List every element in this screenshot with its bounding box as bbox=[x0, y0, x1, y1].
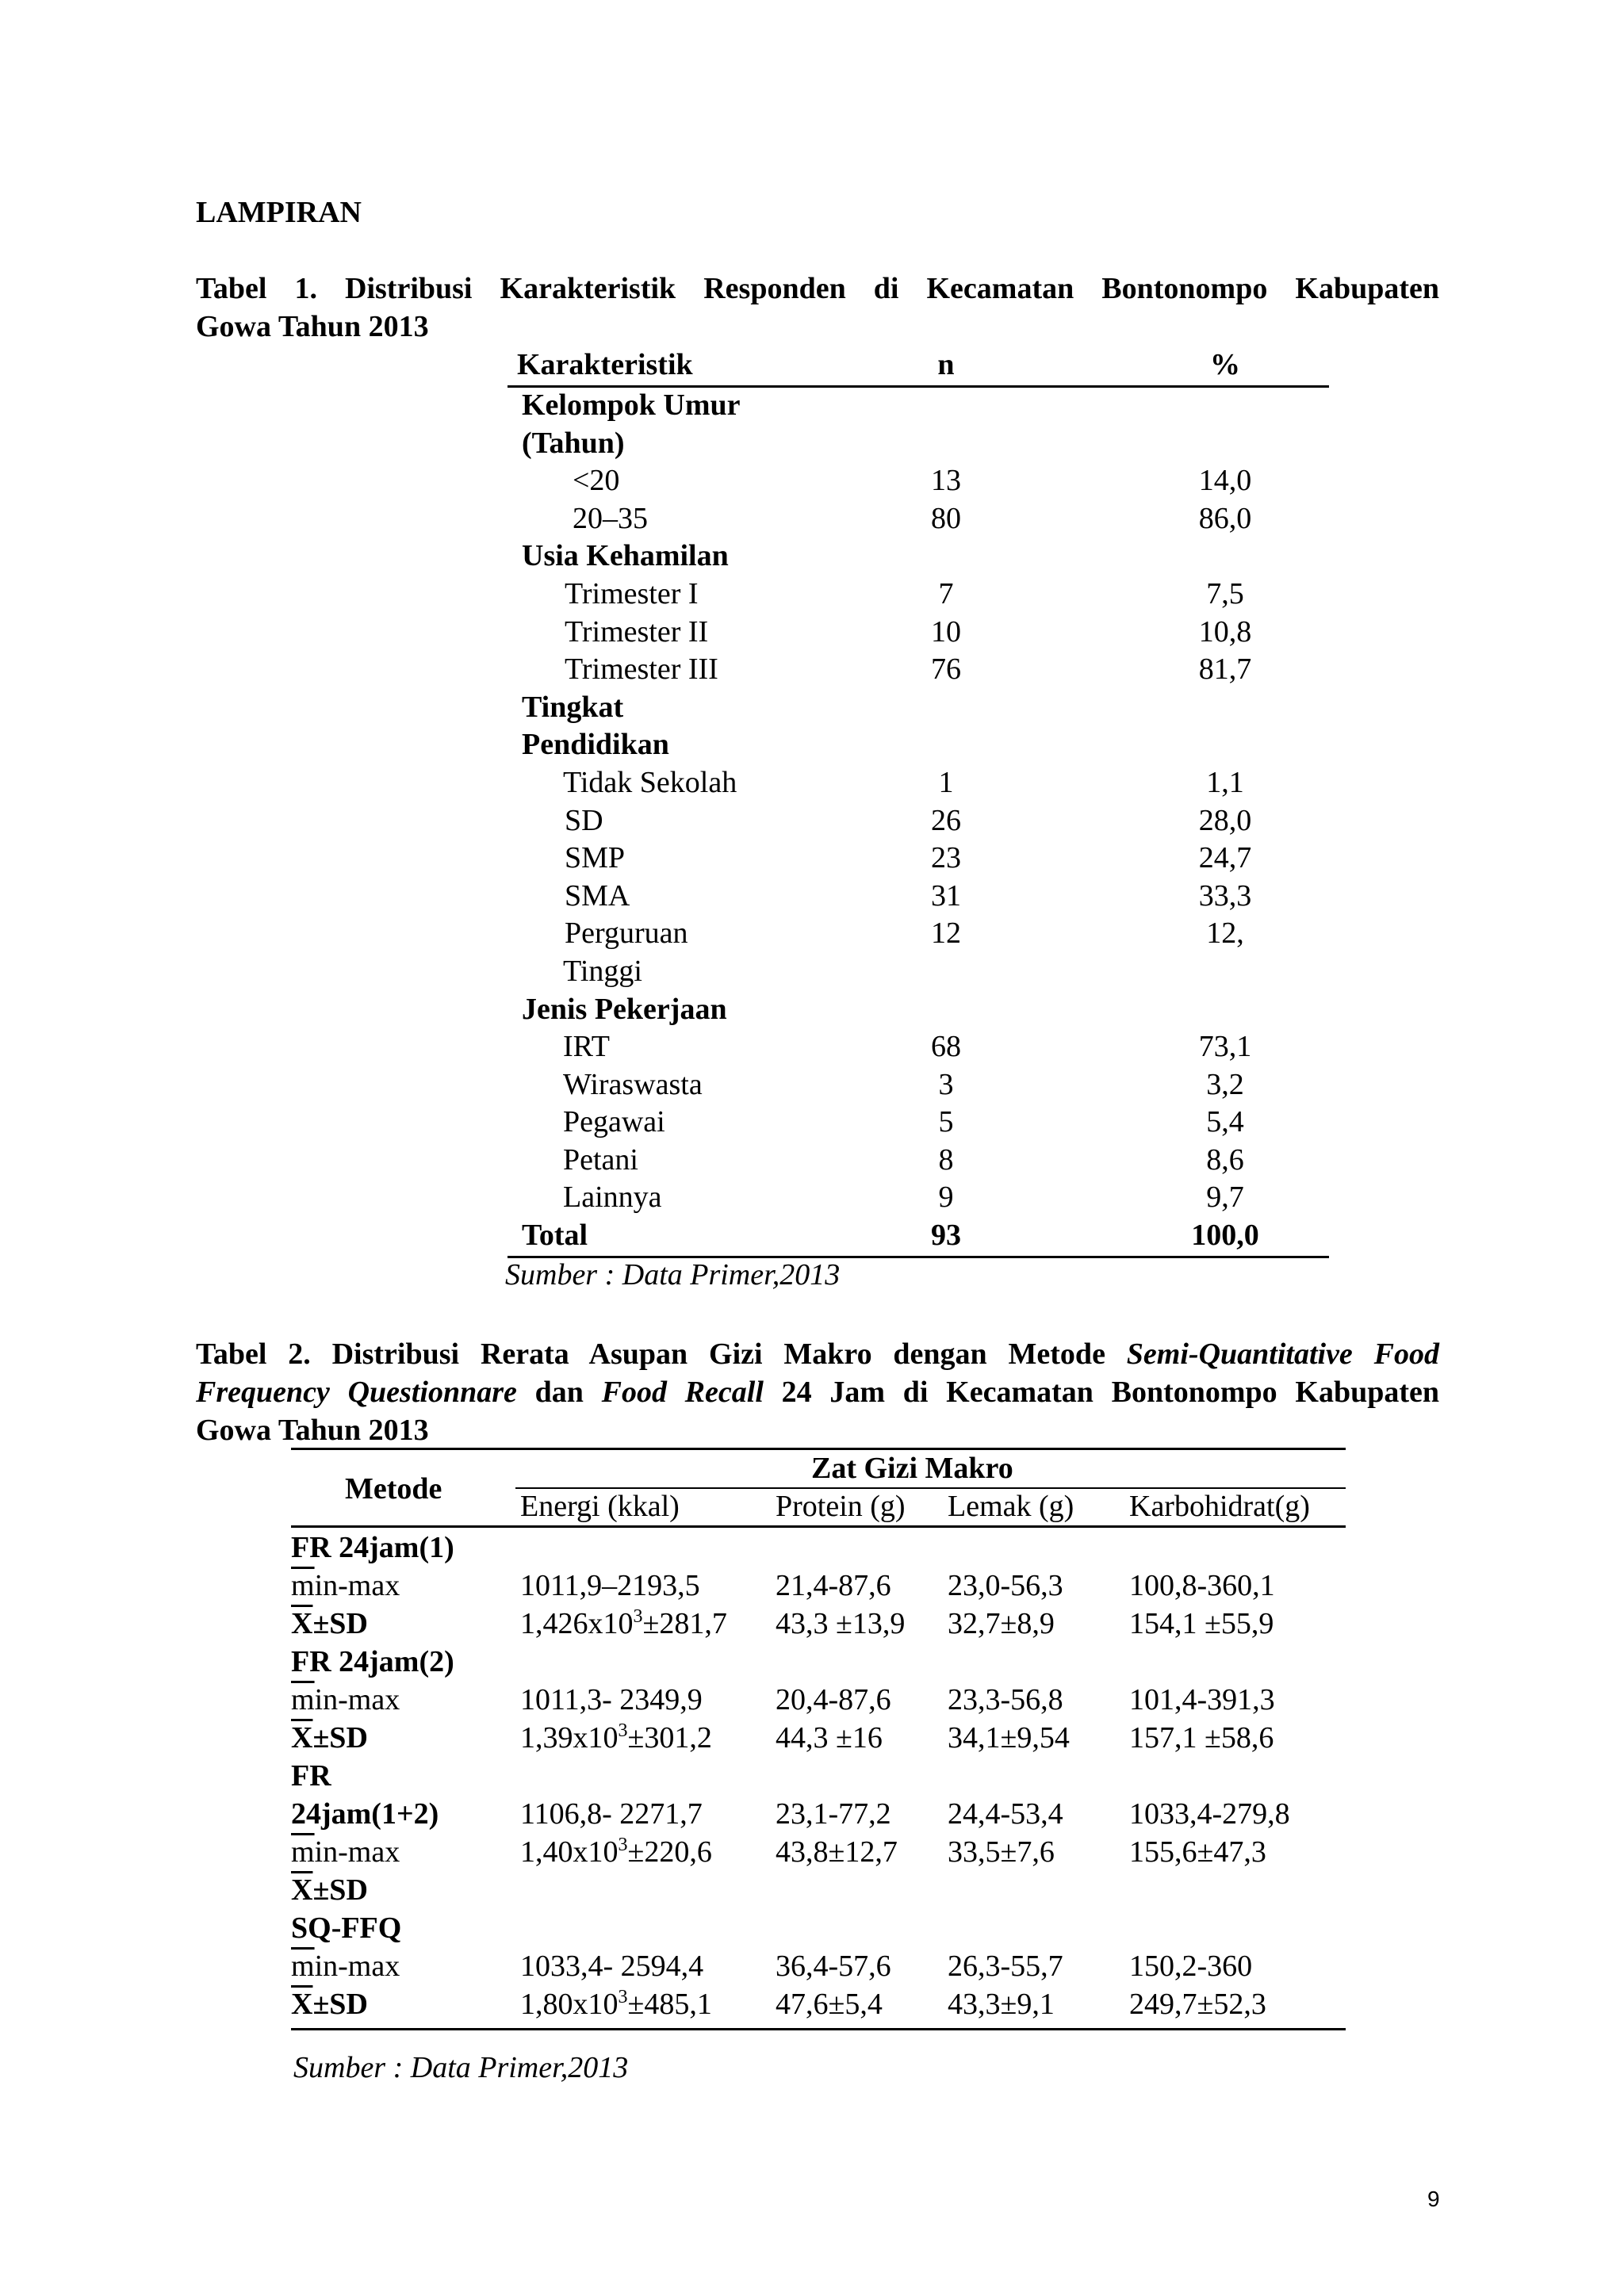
table1-row bbox=[508, 614, 1329, 652]
table1-cell-n: 3 bbox=[938, 1067, 954, 1101]
table1-cell-n: 93 bbox=[931, 1219, 961, 1253]
table2-label-xsd-rest: ±SD bbox=[312, 1988, 368, 2021]
table2-label-minmax-rest: in-max bbox=[314, 1683, 400, 1716]
table2-label-xsd-x: $\overline{X}$ bbox=[291, 1607, 313, 1640]
table1-cell-n: 5 bbox=[938, 1105, 954, 1139]
table1-row bbox=[508, 576, 1329, 614]
table1-cell-label: Petani bbox=[563, 1142, 638, 1177]
table1-cell-label: Usia Kehamilan bbox=[522, 539, 729, 573]
table1-cell-label: Perguruan bbox=[565, 916, 688, 951]
table1-cell-pct: 24,7 bbox=[1198, 841, 1252, 875]
table1-cell-label: Total bbox=[522, 1219, 588, 1253]
table2-cell-energi-base: 1,80x10 bbox=[520, 1988, 619, 2021]
table1-caption bbox=[196, 270, 1439, 346]
table1-row bbox=[508, 1142, 1329, 1181]
table1-row bbox=[508, 652, 1329, 690]
table2-label-xsd-rest: ±SD bbox=[312, 1607, 368, 1640]
table1-cell-label: SMP bbox=[565, 841, 626, 875]
table2-cell-xsd-protein: 43,3 ±13,9 bbox=[776, 1607, 906, 1640]
table1-cell-pct: 10,8 bbox=[1198, 614, 1252, 649]
table2-cell-energi-sd: ±281,7 bbox=[642, 1607, 727, 1640]
table2-label-xsd-x: $\overline{X}$ bbox=[291, 1873, 313, 1907]
table2-cell-minmax: 1033,4- 2594,4 bbox=[520, 1950, 704, 1983]
table2-caption-line2-text-d: 24 Jam di Kecamatan Bontonompo Kabupaten bbox=[763, 1376, 1440, 1409]
table2-bottom-rule bbox=[291, 2028, 1346, 2030]
table2-cell-xsd-energi bbox=[520, 1987, 712, 2022]
table1-row bbox=[508, 992, 1329, 1030]
table1-header-pct: % bbox=[1210, 348, 1240, 381]
table1-row bbox=[508, 916, 1329, 954]
table1-cell-n: 1 bbox=[938, 765, 954, 799]
table2-caption-line1-text: Tabel 2. Distribusi Rerata Asupan Gizi Makro dengan Metode bbox=[196, 1337, 1127, 1371]
table1-cell-pct: 9,7 bbox=[1206, 1181, 1244, 1215]
table2-cell-minmax: 100,8-360,1 bbox=[1129, 1569, 1275, 1602]
table1-caption-line1: Tabel 1. Distribusi Karakteristik Responden di Kecamatan Bontonompo Kabupaten bbox=[196, 272, 1439, 305]
table2-label-fr2: FR 24jam(2) bbox=[291, 1645, 454, 1678]
table1-cell-n: 9 bbox=[938, 1181, 954, 1215]
table1-cell-label: Pegawai bbox=[563, 1105, 665, 1139]
table2-cell-xsd-karbo: 154,1 ±55,9 bbox=[1129, 1607, 1274, 1640]
table1-cell-n: 68 bbox=[931, 1030, 961, 1064]
table1-cell-pct: 86,0 bbox=[1198, 501, 1252, 535]
table1-cell-label: Tidak Sekolah bbox=[563, 765, 737, 799]
table1-row bbox=[508, 727, 1329, 765]
table2-label-minmax-rest: in-max bbox=[314, 1835, 400, 1869]
table2-header-group: Zat Gizi Makro bbox=[811, 1452, 1013, 1485]
table1-cell-pct: 100,0 bbox=[1191, 1219, 1259, 1253]
table1-cell-n: 80 bbox=[931, 501, 961, 535]
table2-cell-minmax: 1011,3- 2349,9 bbox=[520, 1683, 703, 1716]
table2-cell-minmax: 150,2-360 bbox=[1129, 1950, 1253, 1983]
table2-cell-xsd-protein: 43,8±12,7 bbox=[776, 1835, 898, 1869]
table2-cell-energi-exp: 3 bbox=[633, 1606, 643, 1627]
table2-cell-xsd-karbo: 155,6±47,3 bbox=[1129, 1835, 1266, 1869]
table2-label-minmax-m: $\overline{m}$ bbox=[291, 1950, 315, 1983]
table1-row bbox=[508, 1067, 1329, 1105]
table1-row bbox=[508, 538, 1329, 576]
table1-cell-n: 10 bbox=[931, 614, 961, 649]
table2-caption-line3: Gowa Tahun 2013 bbox=[196, 1414, 429, 1447]
table2-top-rule bbox=[291, 1448, 1346, 1450]
page-heading: LAMPIRAN bbox=[196, 196, 362, 229]
table2-cell-xsd-protein: 44,3 ±16 bbox=[776, 1721, 883, 1755]
table2-label-minmax-rest: in-max bbox=[314, 1950, 400, 1983]
table1-cell-label: <20 bbox=[573, 464, 620, 498]
table1-cell-pct: 1,1 bbox=[1206, 765, 1244, 799]
table1-cell-label: Tinggi bbox=[563, 954, 642, 988]
table2-cell-minmax: 1106,8- 2271,7 bbox=[520, 1797, 703, 1831]
table2-col-lemak: Lemak (g) bbox=[948, 1490, 1074, 1523]
table2-col-energi: Energi (kkal) bbox=[520, 1490, 680, 1523]
table2-cell-xsd-energi bbox=[520, 1606, 727, 1641]
table2-cell-minmax: 23,0-56,3 bbox=[948, 1569, 1063, 1602]
table1-source: Sumber : Data Primer,2013 bbox=[505, 1258, 841, 1292]
table2-label-xsd-rest: ±SD bbox=[312, 1721, 368, 1755]
table1-body bbox=[508, 388, 1329, 1258]
table1-cell-label: SD bbox=[565, 803, 603, 837]
table2-caption-line1-italic: Semi-Quantitative Food bbox=[1126, 1337, 1439, 1371]
table2-label-sqffq: SQ-FFQ bbox=[291, 1911, 402, 1945]
table2-cell-xsd-lemak: 43,3±9,1 bbox=[948, 1988, 1055, 2021]
table1-cell-n: 8 bbox=[938, 1142, 954, 1177]
table1-row bbox=[508, 463, 1329, 501]
table1-row bbox=[508, 803, 1329, 841]
table1-row bbox=[508, 1029, 1329, 1067]
table2-label-minmax bbox=[291, 1949, 400, 1984]
table1-cell-pct: 33,3 bbox=[1198, 878, 1252, 913]
table2-label-minmax-m: $\overline{m}$ bbox=[291, 1683, 315, 1716]
table1-cell-label: SMA bbox=[565, 878, 630, 913]
table1-cell-label: Pendidikan bbox=[522, 728, 669, 762]
table1-cell-pct: 81,7 bbox=[1198, 652, 1252, 687]
table2-label-minmax-rest: in-max bbox=[314, 1569, 400, 1602]
table2-caption-line2-text-b: dan bbox=[516, 1376, 602, 1409]
table2-cell-xsd-lemak: 33,5±7,6 bbox=[948, 1835, 1055, 1869]
table2-cell-xsd-energi bbox=[520, 1835, 712, 1869]
table1-cell-label: Trimester II bbox=[565, 614, 709, 649]
table1-row bbox=[508, 878, 1329, 916]
table2-caption-line2-italic-c: Food Recall bbox=[601, 1376, 764, 1409]
table2-cell-minmax: 20,4-87,6 bbox=[776, 1683, 891, 1716]
table1-row bbox=[508, 1180, 1329, 1218]
table2-cell-xsd-lemak: 32,7±8,9 bbox=[948, 1607, 1055, 1640]
table2-label-fr12-b: 24jam(1+2) bbox=[291, 1797, 439, 1831]
table2-col-protein: Protein (g) bbox=[776, 1490, 906, 1523]
table2-label-xsd-x: $\overline{X}$ bbox=[291, 1988, 313, 2021]
table1-cell-n: 12 bbox=[931, 916, 961, 951]
table1-caption-line2: Gowa Tahun 2013 bbox=[196, 310, 429, 343]
table2-cell-energi-base: 1,40x10 bbox=[520, 1835, 619, 1869]
table1-cell-pct: 12, bbox=[1206, 916, 1244, 951]
table2-header-rule bbox=[291, 1525, 1346, 1528]
table2-cell-energi-exp: 3 bbox=[618, 1720, 628, 1741]
table1-cell-label: IRT bbox=[563, 1030, 610, 1064]
table1-cell-n: 7 bbox=[938, 576, 954, 610]
table1-cell-pct: 8,6 bbox=[1206, 1142, 1244, 1177]
table1-row bbox=[508, 501, 1329, 539]
table2-label-minmax bbox=[291, 1835, 400, 1869]
table2-cell-minmax: 1011,9–2193,5 bbox=[520, 1569, 700, 1602]
table2-cell-xsd-energi bbox=[520, 1720, 712, 1755]
table2-cell-xsd-karbo: 157,1 ±58,6 bbox=[1129, 1721, 1274, 1755]
table1-cell-label: Kelompok Umur bbox=[522, 388, 741, 422]
table1-cell-pct: 5,4 bbox=[1206, 1105, 1244, 1139]
table2-cell-xsd-lemak: 34,1±9,54 bbox=[948, 1721, 1070, 1755]
table1-row bbox=[508, 1104, 1329, 1142]
table2 bbox=[291, 1448, 1346, 2034]
table2-label-minmax bbox=[291, 1568, 400, 1603]
table2-cell-energi-exp: 3 bbox=[618, 1987, 628, 2007]
table1-cell-label: Jenis Pekerjaan bbox=[522, 992, 727, 1026]
table2-label-xsd-rest: ±SD bbox=[312, 1873, 368, 1907]
table1-header-karakteristik: Karakteristik bbox=[517, 348, 693, 381]
table2-cell-energi-base: 1,426x10 bbox=[520, 1607, 634, 1640]
table1-cell-n: 31 bbox=[931, 878, 961, 913]
table1-cell-pct: 28,0 bbox=[1198, 803, 1252, 837]
table2-caption bbox=[196, 1335, 1439, 1449]
table2-header-metode: Metode bbox=[345, 1472, 442, 1506]
table2-label-minmax-m: $\overline{m}$ bbox=[291, 1835, 315, 1869]
table1 bbox=[508, 347, 1329, 1258]
page-number: 9 bbox=[1427, 2187, 1440, 2211]
table1-cell-pct: 3,2 bbox=[1206, 1067, 1244, 1101]
table1-cell-label: Trimester I bbox=[565, 576, 699, 610]
table2-cell-minmax: 23,1-77,2 bbox=[776, 1797, 891, 1831]
table1-row bbox=[508, 954, 1329, 992]
table2-cell-minmax: 101,4-391,3 bbox=[1129, 1683, 1275, 1716]
table2-label-minmax-m: $\overline{m}$ bbox=[291, 1569, 315, 1602]
table1-cell-label: Lainnya bbox=[563, 1181, 662, 1215]
table2-label-xsd bbox=[291, 1606, 368, 1641]
table2-label-fr1: FR 24jam(1) bbox=[291, 1531, 454, 1564]
table2-cell-energi-sd: ±301,2 bbox=[627, 1721, 712, 1755]
table1-cell-label: 20–35 bbox=[573, 501, 648, 535]
table1-header-n: n bbox=[937, 348, 955, 381]
table2-caption-line1 bbox=[196, 1335, 1439, 1373]
table1-row bbox=[508, 840, 1329, 878]
table2-cell-energi-sd: ±485,1 bbox=[627, 1988, 712, 2021]
table1-cell-pct: 7,5 bbox=[1206, 576, 1244, 610]
table2-cell-energi-exp: 3 bbox=[618, 1835, 628, 1855]
table2-label-xsd-x: $\overline{X}$ bbox=[291, 1721, 313, 1755]
table2-cell-energi-base: 1,39x10 bbox=[520, 1721, 619, 1755]
table2-cell-minmax: 24,4-53,4 bbox=[948, 1797, 1063, 1831]
table1-cell-label: (Tahun) bbox=[522, 426, 625, 460]
table2-cell-xsd-protein: 47,6±5,4 bbox=[776, 1988, 883, 2021]
table2-caption-line2 bbox=[196, 1373, 1439, 1411]
table1-cell-n: 26 bbox=[931, 803, 961, 837]
table1-cell-pct: 14,0 bbox=[1198, 464, 1252, 498]
table2-cell-minmax: 36,4-57,6 bbox=[776, 1950, 891, 1983]
table1-cell-label: Wiraswasta bbox=[563, 1067, 703, 1101]
table2-label-xsd bbox=[291, 1720, 368, 1755]
table1-cell-n: 13 bbox=[931, 464, 961, 498]
table2-col-karbohidrat: Karbohidrat(g) bbox=[1129, 1490, 1310, 1523]
table2-cell-xsd-karbo: 249,7±52,3 bbox=[1129, 1988, 1266, 2021]
table2-label-minmax bbox=[291, 1682, 400, 1717]
table2-cell-energi-sd: ±220,6 bbox=[627, 1835, 712, 1869]
table1-cell-n: 23 bbox=[931, 841, 961, 875]
table2-label-xsd bbox=[291, 1873, 368, 1908]
table1-row bbox=[508, 388, 1329, 426]
table2-cell-minmax: 1033,4-279,8 bbox=[1129, 1797, 1290, 1831]
table2-cell-minmax: 21,4-87,6 bbox=[776, 1569, 891, 1602]
table2-source: Sumber : Data Primer,2013 bbox=[293, 2051, 629, 2084]
table1-cell-label: Trimester III bbox=[565, 652, 718, 687]
table2-caption-line2-italic-a: Frequency Questionnare bbox=[196, 1376, 517, 1409]
table1-row bbox=[508, 1218, 1329, 1258]
table1-row bbox=[508, 426, 1329, 464]
table2-label-xsd bbox=[291, 1987, 368, 2022]
table1-row bbox=[508, 765, 1329, 803]
table1-header bbox=[508, 347, 1329, 388]
table1-cell-pct: 73,1 bbox=[1198, 1030, 1252, 1064]
table2-cell-minmax: 23,3-56,8 bbox=[948, 1683, 1063, 1716]
table1-row bbox=[508, 690, 1329, 728]
table2-cell-minmax: 26,3-55,7 bbox=[948, 1950, 1063, 1983]
table2-label-fr12-a: FR bbox=[291, 1759, 331, 1793]
table1-cell-label: Tingkat bbox=[522, 690, 624, 724]
table1-cell-n: 76 bbox=[931, 652, 961, 687]
